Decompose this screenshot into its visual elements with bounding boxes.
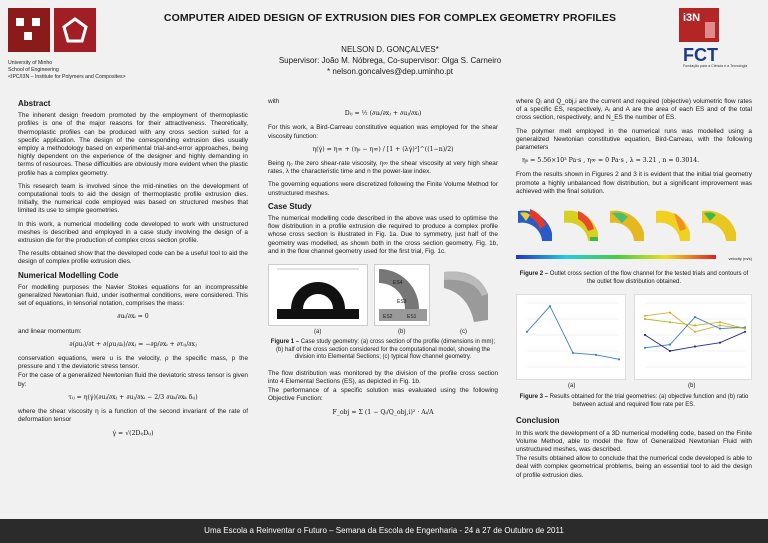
data-point	[694, 316, 696, 318]
chart-label: (a)	[568, 383, 576, 390]
data-point	[744, 328, 746, 330]
affiliation	[8, 60, 126, 81]
chart-b-svg	[635, 295, 751, 379]
flow-contour-image	[516, 201, 556, 245]
data-point	[719, 321, 721, 323]
chart-flow-ratio	[634, 294, 752, 380]
data-point	[669, 312, 671, 314]
data-point	[719, 325, 721, 327]
paragraph: The inherent design freedom promoted by the employment of thermoplastic profiles is one of the major reasons for their attractiveness. Theoretically, thermoplastic profiles can be produced with any cross section suited for a specific application. The design of the corresponding extrusion dies usually employ a methodology based on experimental trial-and-error approaches, being highly dependent on the experience of the designer and highly demanding in terms of resources. These difficulties are obviously more evident when the plastic profile has a complex geometry.	[18, 112, 248, 177]
data-point	[549, 305, 551, 307]
es-label: ES2	[383, 314, 393, 321]
caption-text: Case study geometry: (a) cross section of the profile (dimensions in mm); (b) half of the cross section considered for the computational model, showing the division into Elemental Sections; (c) typical flow channel geometry.	[275, 339, 496, 361]
data-point	[572, 352, 574, 354]
data-point	[719, 328, 721, 330]
paragraph: Being η₀ the zero shear-rate viscosity, η∞ the shear viscosity at very high shear rates, λ the characteristic time and n the power-law index.	[268, 160, 498, 176]
paragraph: where the shear viscosity η is a function of the second invariant of the rate of deformation tensor	[18, 408, 248, 424]
data-point	[719, 342, 721, 344]
paragraph: The numerical modelling code described in the above was used to optimise the flow distribution in a profile extrusion die required to produce a complex profile whose cross section is illustrated in Fig. 1a. Due to symmetry, just half of the geometry was modelled, as shown both in the cross section geometry, Fig. 1b, and in the flow channel geometry used for the first trial, Fig. 1c.	[268, 215, 498, 255]
es-label: ES1	[407, 314, 417, 321]
i3n-logo	[679, 8, 719, 42]
poster-footer: Uma Escola a Reinventar o Futuro – Semana da Escola de Engenharia - 24 a 27 de Outubro de 2011	[0, 519, 768, 543]
paragraph: The governing equations were discretized following the Finite Volume Method for unstructured meshes.	[268, 181, 498, 197]
figure-3-charts	[516, 294, 752, 392]
paragraph: In this work, a numerical modelling code developed to work with unstructured meshes is described and employed in a case study involving the design of a extrusion die for the production of complex cross section profile.	[18, 220, 248, 245]
caption-text: Results obtained for the trial geometries: (a) objective function and (b) ratio between actual and required flow rate per ES.	[547, 394, 749, 408]
figure-label: (c)	[460, 329, 467, 336]
fct-logo	[683, 46, 763, 76]
colorbar-gradient	[516, 255, 716, 259]
paragraph: conservation equations, were u is the velocity, ρ the specific mass, p the pressure and τ the deviatoric stress tensor.	[18, 355, 248, 371]
figure-label: (b)	[398, 329, 406, 336]
flow-contour-image	[562, 201, 602, 245]
data-point	[669, 344, 671, 346]
figure-2-flow-contours	[516, 201, 752, 253]
chart-label: (b)	[688, 383, 696, 390]
column-2	[268, 98, 498, 423]
deformation-equation: Dᵢⱼ = ½ (∂uᵢ/∂xⱼ + ∂uⱼ/∂xᵢ)	[344, 110, 422, 118]
engineering-school-logo	[54, 8, 96, 52]
paragraph: This research team is involved since the mid-nineties on the development of computational tools to aid the design of thermoplastic profile extrusion dies. Initially, the numerical code employed was based on structured meshes that limited its use to simple geometries.	[18, 182, 248, 215]
figure-1	[268, 264, 498, 336]
shear-rate-equation: γ̇ = √(2DᵢⱼDᵢⱼ)	[112, 429, 154, 437]
affiliation-line: School of Engineering	[8, 67, 59, 73]
affiliation-line: <IPC/I3N – Institute for Polymers and Composites>	[8, 74, 126, 80]
case-study-heading: Case Study	[268, 201, 312, 211]
es-label: ES4	[393, 280, 403, 287]
caption-text: Outlet cross section of the flow channel for the tested trials and contours of the outlet flow distribution obtained.	[548, 271, 749, 285]
figure-1c-flow-channel	[438, 264, 494, 326]
parameters-equation: η₀ = 5.56×10³ Pa·s , η∞ = 0 Pa·s , λ = 3.21 , n = 0.3014.	[522, 157, 700, 165]
caption-label: Figure 2 –	[519, 271, 549, 278]
author-email: * nelson.goncalves@dep.uminho.pt	[327, 67, 453, 76]
series-line	[645, 319, 745, 329]
velocity-colorbar	[516, 255, 752, 271]
data-point	[694, 325, 696, 327]
poster-header	[0, 0, 768, 96]
paragraph: The polymer melt employed in the numerical runs was modelled using a generalized Newtonian constitutive equation, Bird-Carreau, with the following parameters	[516, 127, 752, 152]
series-line	[645, 332, 745, 351]
data-point	[694, 331, 696, 333]
objective-function-equation: F_obj = Σ (1 − Qᵢ/Q_obj,i)² · Aᵢ/A	[332, 408, 434, 416]
supervisors: Supervisor: João M. Nóbrega, Co-supervisor: Olga S. Carneiro	[278, 56, 502, 65]
abstract-heading: Abstract	[18, 99, 51, 108]
paragraph: The results obtained show that the developed code can be a useful tool to aid the design of complex profile extrusion dies.	[18, 250, 248, 266]
figure-1-caption	[268, 339, 498, 362]
figure-1a-cross-section	[268, 264, 368, 326]
caption-label: Figure 3 –	[519, 394, 548, 401]
series-line	[527, 306, 619, 359]
momentum-equation: ∂(ρuᵢ)/∂t + ∂(ρuⱼuᵢ)/∂xⱼ = −∂p/∂xᵢ + ∂τᵢⱼ/∂xⱼ	[69, 340, 197, 348]
paragraph: with	[268, 98, 280, 105]
es-label: ES3	[397, 299, 407, 306]
data-point	[669, 321, 671, 323]
author-name: NELSON D. GONÇALVES*	[341, 45, 439, 54]
i3n-logo-text: i3N	[683, 12, 701, 24]
data-point	[595, 354, 597, 356]
data-point	[694, 346, 696, 348]
paragraph: For this work, a Bird-Carreau constitutive equation was employed for the shear viscosity function:	[268, 124, 498, 140]
paragraph: In this work the development of a 3D numerical modelling code, based on the Finite Volume Method, able to model the flow of Generalized Newtonian Fluid with unstructured meshes, was described.	[516, 429, 752, 454]
figure-1b-elemental-sections	[374, 264, 430, 326]
figure-3-caption	[516, 394, 752, 409]
conclusion-heading: Conclusion	[516, 416, 560, 426]
chart-objective-function	[516, 294, 626, 380]
data-point	[744, 331, 746, 333]
paragraph: The performance of a specific solution was evaluated using the following Objective Function:	[268, 387, 498, 403]
column-1	[18, 98, 248, 444]
data-point	[644, 318, 646, 320]
flow-contour-image	[700, 201, 740, 245]
figure-2-caption	[516, 271, 752, 286]
paragraph: and linear momentum:	[18, 327, 82, 335]
colorbar-label: velocity (m/s)	[728, 256, 752, 262]
fct-logo-subtitle: Fundação para a Ciência e a Tecnologia	[683, 64, 748, 68]
data-point	[644, 334, 646, 336]
uminho-logo	[8, 8, 50, 52]
paragraph: The results obtained allow to conclude that the numerical code developed is able to deal with complex geometrical problems, being an essential tool to aid the design of profile extrusion dies.	[516, 455, 752, 479]
data-point	[526, 331, 528, 333]
chart-a-svg	[517, 295, 625, 379]
figure-label: (a)	[314, 329, 322, 336]
numerical-modelling-heading: Numerical Modelling Code	[18, 270, 119, 280]
stress-equation: τᵢⱼ = η(γ̇)(∂uᵢ/∂xⱼ + ∂uⱼ/∂xᵢ − 2/3 ∂uₖ/∂xₖ δᵢⱼ)	[68, 393, 198, 401]
bird-carreau-equation: η(γ̇) = η∞ + (η₀ − η∞) / [1 + (λγ̇)²]^((1−n)/2)	[312, 145, 454, 153]
data-point	[618, 358, 620, 360]
author-block	[120, 44, 660, 77]
paragraph: For the case of a generalized Newtonian fluid the deviatoric stress tensor is given by:	[18, 372, 248, 388]
flow-contour-image	[654, 201, 694, 245]
paragraph: For modelling purposes the Navier Stokes equations for an incompressible generalized Newtonian fluid, under isothermal conditions, were considered. This set of equations, in tensorial notation, comprises the mass:	[18, 283, 248, 308]
paragraph: From the results shown in Figures 2 and 3 it is evident that the initial trial geometry promote a highly unbalanced flow distribution, but a significant improvement was achieved with the final solution.	[516, 171, 752, 195]
series-line	[645, 313, 745, 332]
data-point	[669, 350, 671, 352]
data-point	[644, 315, 646, 317]
fct-logo-text: FCT	[683, 45, 718, 65]
mass-equation: ∂uᵢ/∂xᵢ = 0	[117, 313, 149, 321]
caption-label: Figure 1 –	[270, 339, 300, 346]
poster-title: COMPUTER AIDED DESIGN OF EXTRUSION DIES FOR COMPLEX GEOMETRY PROFILES	[163, 12, 617, 24]
column-3	[516, 98, 752, 485]
affiliation-line: University of Minho	[8, 60, 53, 66]
paragraph: where Qᵢ and Q_obj,i are the current and required (objective) volumetric flow rates of a specific ES, respectively, Aᵢ and A are the area of each ES and of the total cross section, respectively, and N_ES the number of ES.	[516, 98, 752, 122]
flow-contour-image	[608, 201, 648, 245]
data-point	[644, 347, 646, 349]
paragraph: The flow distribution was monitored by the division of the profile cross section into 4 Elemental Sections (ES), as depicted in Fig. 1b.	[268, 369, 498, 386]
